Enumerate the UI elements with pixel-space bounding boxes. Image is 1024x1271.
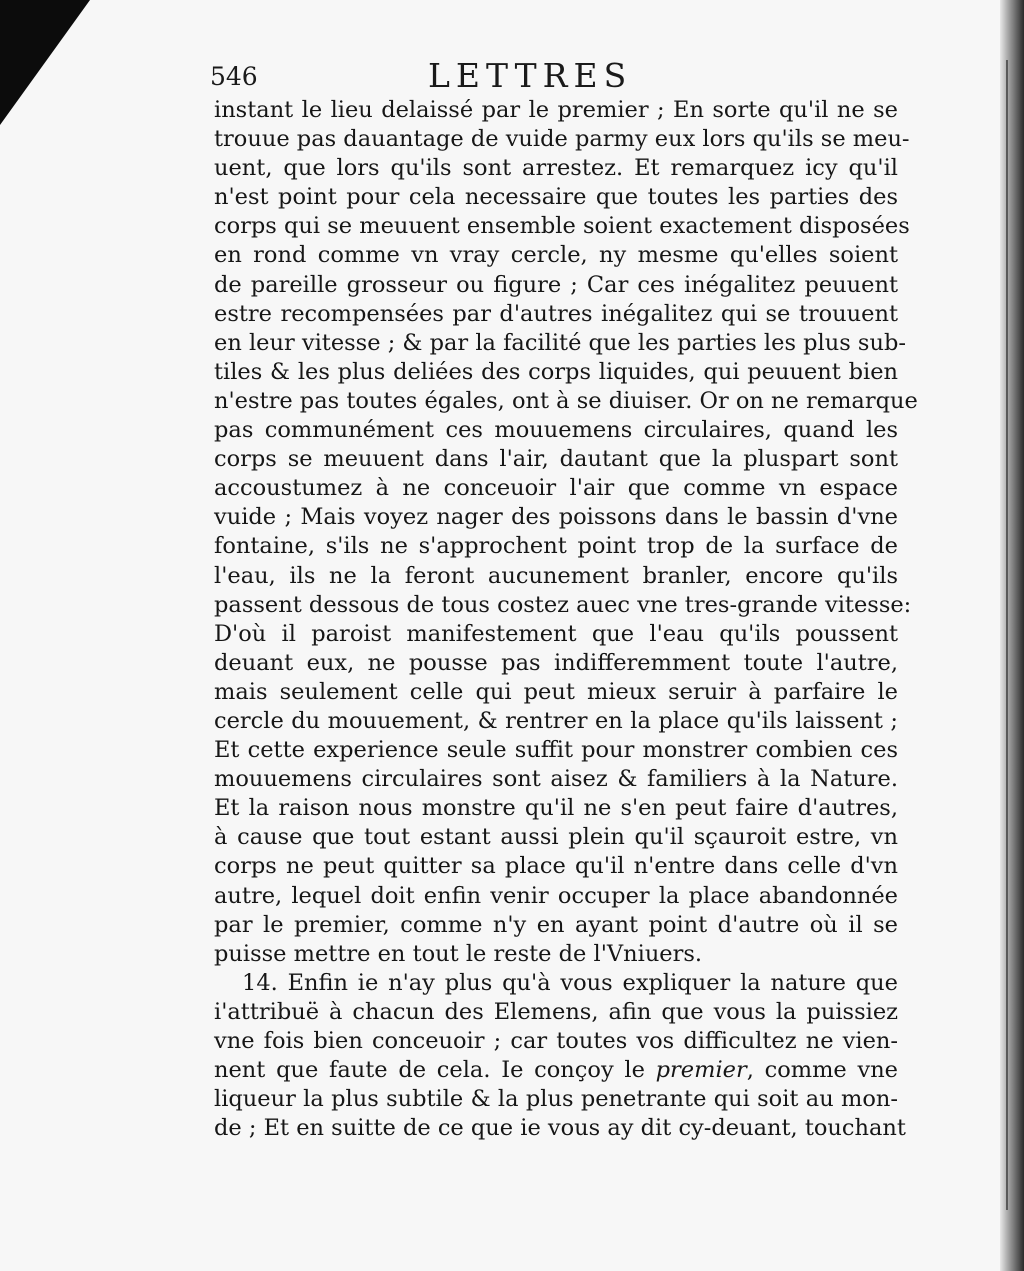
page-header	[210, 56, 900, 100]
text-line: cercle du mouuement, & rentrer en la place qu'ils laissent ;	[214, 707, 898, 734]
text-line: de ; Et en suitte de ce que ie vous ay dit cy-deuant, touchant	[214, 1115, 906, 1142]
text-line: Et cette experience seule suffit pour monstrer combien ces	[214, 737, 898, 764]
page-number: 546	[210, 62, 258, 91]
text-line: trouue pas dauantage de vuide parmy eux lors qu'ils se meu-	[214, 126, 910, 153]
text-line: i'attribuë à chacun des Elemens, afin que vous la puissiez	[214, 998, 898, 1025]
text-line: liqueur la plus subtile & la plus penetrante qui soit au mon-	[214, 1086, 898, 1113]
section-14-start: 14. Enfin ie n'ay plus qu'à vous expliquer la nature que	[242, 969, 898, 996]
body-text	[214, 96, 918, 1143]
text-line: vuide ; Mais voyez nager des poissons dans le bassin d'vne	[214, 504, 898, 531]
running-title: LETTRES	[428, 56, 633, 95]
text-line: de pareille grosseur ou figure ; Car ces inégalitez peuuent	[214, 271, 898, 298]
right-edge-shadow	[1000, 0, 1024, 1271]
text-line: l'eau, ils ne la feront aucunement branler, encore qu'ils	[214, 562, 898, 589]
text-line: mais seulement celle qui peut mieux seruir à parfaire le	[214, 678, 898, 705]
text-line: puisse mettre en tout le reste de l'Vniuers.	[214, 940, 703, 967]
text-line: en rond comme vn vray cercle, ny mesme qu'elles soient	[214, 242, 898, 269]
text-line: fontaine, s'ils ne s'approchent point trop de la surface de	[214, 533, 898, 560]
italic-word: premier	[655, 1057, 747, 1084]
text-line: par le premier, comme n'y en ayant point d'autre où il se	[214, 911, 898, 938]
text-line: estre recompensées par d'autres inégalitez qui se trouuent	[214, 300, 898, 327]
text-line: n'estre pas toutes égales, ont à se diuiser. Or on ne remarque	[214, 387, 918, 414]
text-line: corps qui se meuuent ensemble soient exactement disposées	[214, 213, 910, 240]
text-line-with-italic	[214, 1056, 898, 1085]
right-margin-line	[1006, 60, 1008, 1210]
text-line: vne fois bien conceuoir ; car toutes vos difficultez ne vien-	[214, 1028, 898, 1054]
text-line: passent dessous de tous costez auec vne tres-grande vitesse:	[214, 591, 912, 618]
dark-corner-shadow	[0, 0, 90, 125]
text-line: autre, lequel doit enfin venir occuper la place abandonnée	[214, 882, 898, 909]
text-line: pas communément ces mouuemens circulaires, quand les	[214, 417, 898, 444]
text-line: à cause que tout estant aussi plein qu'il sçauroit estre, vn	[214, 824, 898, 851]
text-line: Et la raison nous monstre qu'il ne s'en peut faire d'autres,	[214, 795, 898, 822]
text-line: corps ne peut quitter sa place qu'il n'entre dans celle d'vn	[214, 853, 898, 880]
text-segment: , comme vne	[746, 1057, 898, 1084]
text-line: n'est point pour cela necessaire que toutes les parties des	[214, 184, 898, 211]
text-line: D'où il paroist manifestement que l'eau qu'ils poussent	[214, 620, 898, 647]
text-line: en leur vitesse ; & par la facilité que les parties les plus sub-	[214, 329, 906, 356]
text-line: instant le lieu delaissé par le premier ; En sorte qu'il ne se	[214, 97, 898, 123]
text-line: uent, que lors qu'ils sont arrestez. Et remarquez icy qu'il	[214, 155, 898, 182]
text-line: tiles & les plus deliées des corps liquides, qui peuuent bien	[214, 358, 898, 385]
text-line: accoustumez à ne conceuoir l'air que comme vn espace	[214, 475, 898, 502]
text-line: corps se meuuent dans l'air, dautant que la pluspart sont	[214, 446, 898, 473]
text-line: mouuemens circulaires sont aisez & familiers à la Nature.	[214, 766, 898, 793]
text-segment: nent que faute de cela. Ie conçoy le	[214, 1057, 656, 1084]
text-line: deuant eux, ne pousse pas indifferemment toute l'autre,	[214, 649, 898, 676]
